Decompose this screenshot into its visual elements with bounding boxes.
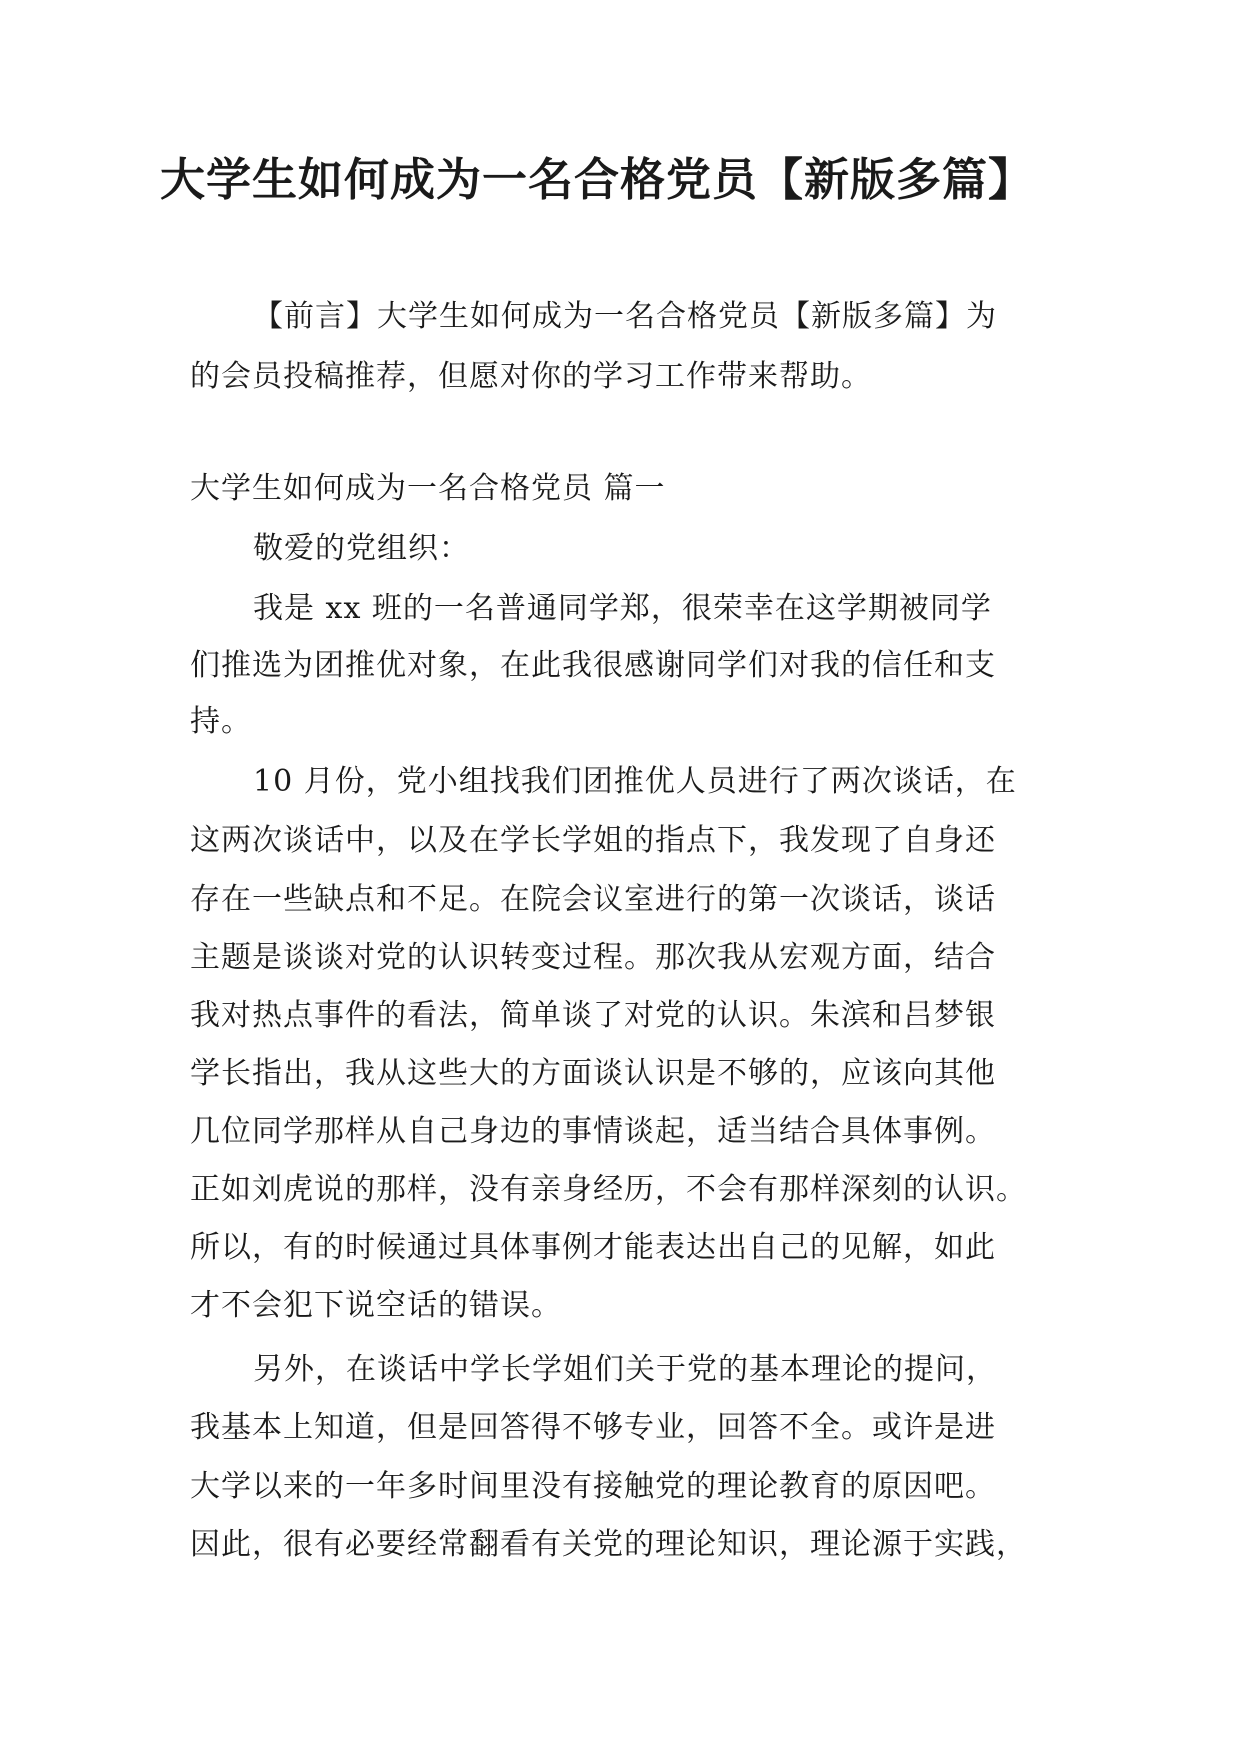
paragraph-line: 几位同学那样从自己身边的事情谈起，适当结合具体事例。	[190, 1114, 996, 1149]
salutation: 敬爱的党组织：	[253, 531, 470, 566]
paragraph-line: 因此，很有必要经常翻看有关党的理论知识，理论源于实践，	[190, 1527, 1027, 1562]
paragraph-line: 这两次谈话中，以及在学长学姐的指点下，我发现了自身还	[190, 823, 996, 858]
document-title: 大学生如何成为一名合格党员【新版多篇】	[160, 153, 1035, 206]
paragraph-line: 学长指出，我从这些大的方面谈认识是不够的，应该向其他	[190, 1056, 996, 1091]
paragraph-line: 主题是谈谈对党的认识转变过程。那次我从宏观方面，结合	[190, 940, 996, 975]
paragraph-line: 另外，在谈话中学长学姐们关于党的基本理论的提问，	[253, 1352, 997, 1387]
paragraph-line: 10 月份，党小组找我们团推优人员进行了两次谈话，在	[253, 764, 1017, 799]
section-heading: 大学生如何成为一名合格党员 篇一	[190, 471, 666, 506]
paragraph-line: 大学以来的一年多时间里没有接触党的理论教育的原因吧。	[190, 1469, 996, 1504]
paragraph-line: 我对热点事件的看法，简单谈了对党的认识。朱滨和吕梦银	[190, 998, 996, 1033]
paragraph-line: 才不会犯下说空话的错误。	[190, 1288, 562, 1323]
paragraph-line: 所以，有的时候通过具体事例才能表达出自己的见解，如此	[190, 1230, 996, 1265]
preface-line: 的会员投稿推荐，但愿对你的学习工作带来帮助。	[190, 359, 872, 394]
paragraph-line: 存在一些缺点和不足。在院会议室进行的第一次谈话，谈话	[190, 882, 996, 917]
paragraph-line: 我基本上知道，但是回答得不够专业，回答不全。或许是进	[190, 1410, 996, 1445]
paragraph-line: 正如刘虎说的那样，没有亲身经历，不会有那样深刻的认识。	[190, 1172, 1027, 1207]
paragraph-line: 持。	[190, 704, 252, 739]
preface-line: 【前言】大学生如何成为一名合格党员【新版多篇】为	[253, 299, 997, 334]
paragraph-line: 们推选为团推优对象，在此我很感谢同学们对我的信任和支	[190, 648, 996, 683]
paragraph-line: 我是 xx 班的一名普通同学郑，很荣幸在这学期被同学	[253, 591, 992, 626]
